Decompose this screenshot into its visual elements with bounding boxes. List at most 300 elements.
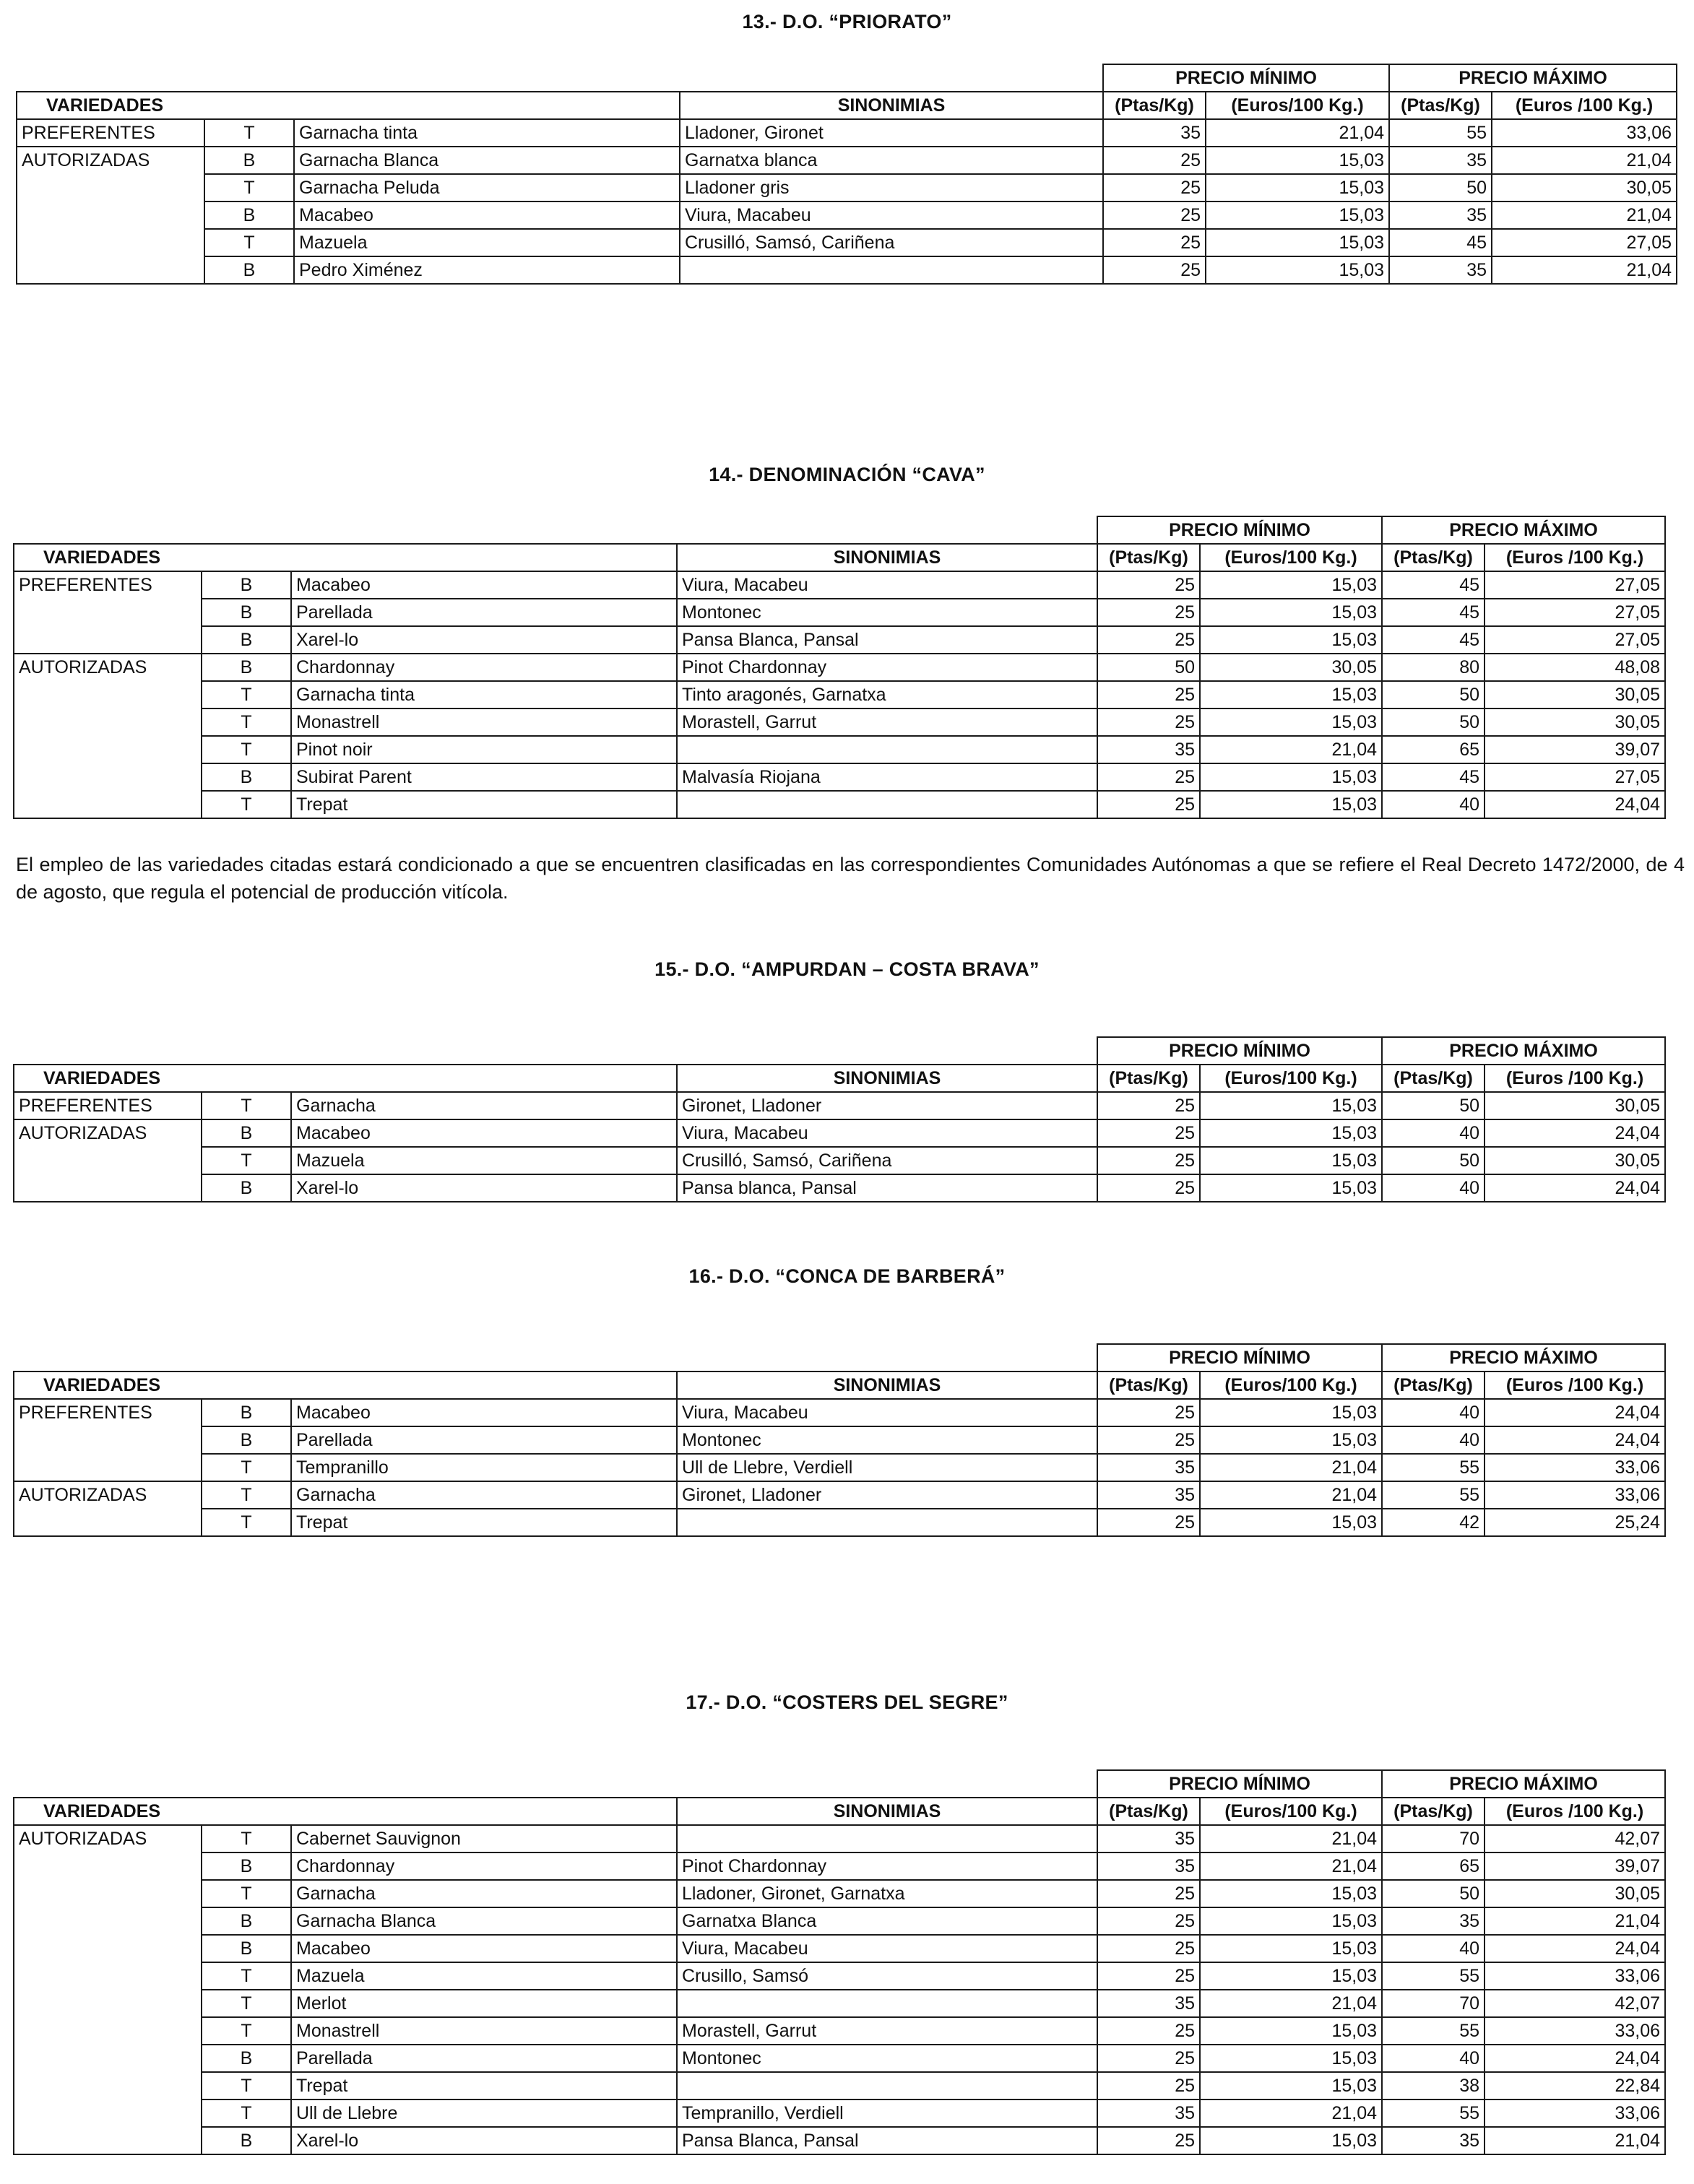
min-euros-cell: 15,03 [1200,2017,1382,2045]
header-row-price-groups [14,1037,1665,1065]
variety-table [13,1343,1666,1537]
max-ptas-cell: 55 [1382,2017,1485,2045]
table-row [14,1481,1665,1509]
min-euros-cell: 15,03 [1200,1509,1382,1536]
table-row [17,147,1677,174]
synonyms-cell: Pansa Blanca, Pansal [677,626,1097,654]
min-ptas-cell: 25 [1097,1092,1200,1119]
header-row-price-groups [17,64,1677,92]
max-euros-cell: 30,05 [1485,708,1665,736]
variety-cell: Garnacha [291,1481,677,1509]
max-ptas-cell: 80 [1382,654,1485,681]
category-cell: AUTORIZADAS [17,147,204,284]
min-euros-cell: 21,04 [1200,2100,1382,2127]
variety-cell: Chardonnay [291,654,677,681]
variety-cell: Macabeo [294,202,680,229]
max-ptas-cell: 35 [1389,147,1492,174]
table-row [14,599,1665,626]
category-cell: PREFERENTES [14,571,202,654]
table-row [14,571,1665,599]
max-euros-cell: 21,04 [1492,256,1677,284]
min-euros-cell: 15,03 [1200,1147,1382,1174]
max-euros-cell: 21,04 [1485,2127,1665,2154]
max-ptas-cell: 42 [1382,1509,1485,1536]
synonyms-cell: Morastell, Garrut [677,708,1097,736]
min-euros-cell: 21,04 [1200,1852,1382,1880]
min-euros-cell: 21,04 [1200,1825,1382,1852]
max-ptas-cell: 55 [1389,119,1492,147]
min-ptas-cell: 25 [1097,1907,1200,1935]
synonyms-cell: Crusilló, Samsó, Cariñena [680,229,1103,256]
header-spacer [14,516,1097,544]
max-ptas-cell: 50 [1382,681,1485,708]
min-euros-cell: 15,03 [1206,202,1389,229]
min-euros-cell: 15,03 [1206,174,1389,202]
header-precio-minimo: PRECIO MÍNIMO [1097,1770,1382,1798]
synonyms-cell: Tempranillo, Verdiell [677,2100,1097,2127]
min-euros-cell: 15,03 [1206,229,1389,256]
max-ptas-cell: 40 [1382,1426,1485,1454]
category-cell: AUTORIZADAS [14,1119,202,1202]
header-precio-maximo: PRECIO MÁXIMO [1382,1037,1665,1065]
color-code-cell: T [202,1454,291,1481]
max-euros-cell: 27,05 [1485,626,1665,654]
table-row [14,1907,1665,1935]
color-code-cell: T [202,791,291,818]
regulation-note: El empleo de las variedades citadas estará condicionado a que se encuentren clasificadas en las correspondientes Comunidades Autónomas a que se refiere el Real Decreto 1472/2000, de 4 de agosto, que regula el potencial de producción vitícola. [16,854,1685,903]
table-row [14,1935,1665,1962]
max-ptas-cell: 40 [1382,791,1485,818]
synonyms-cell [680,256,1103,284]
color-code-cell: B [202,1399,291,1426]
max-ptas-cell: 65 [1382,736,1485,763]
min-ptas-cell: 50 [1097,654,1200,681]
synonyms-cell: Viura, Macabeu [677,571,1097,599]
category-cell: AUTORIZADAS [14,1481,202,1536]
max-ptas-cell: 55 [1382,2100,1485,2127]
max-euros-cell: 42,07 [1485,1825,1665,1852]
min-ptas-cell: 25 [1097,1119,1200,1147]
min-ptas-cell: 25 [1097,708,1200,736]
max-ptas-cell: 45 [1382,571,1485,599]
color-code-cell: T [202,2017,291,2045]
min-euros-cell: 15,03 [1200,1119,1382,1147]
max-ptas-cell: 40 [1382,1119,1485,1147]
min-ptas-cell: 25 [1103,256,1206,284]
max-euros-cell: 33,06 [1485,1481,1665,1509]
header-precio-minimo: PRECIO MÍNIMO [1097,516,1382,544]
max-euros-cell: 27,05 [1485,599,1665,626]
synonyms-cell: Gironet, Lladoner [677,1092,1097,1119]
variety-cell: Garnacha Blanca [294,147,680,174]
min-euros-cell: 15,03 [1200,1092,1382,1119]
synonyms-cell [677,1825,1097,1852]
max-euros-cell: 30,05 [1485,681,1665,708]
section-title: 17.- D.O. “COSTERS DEL SEGRE” [686,1691,1008,1713]
min-ptas-cell: 35 [1097,736,1200,763]
table-row [17,174,1677,202]
variety-cell: Pinot noir [291,736,677,763]
min-euros-cell: 15,03 [1200,626,1382,654]
header-precio-maximo: PRECIO MÁXIMO [1382,1344,1665,1372]
header-row-price-groups [14,516,1665,544]
synonyms-cell [677,791,1097,818]
table-row [14,1399,1665,1426]
variety-cell: Ull de Llebre [291,2100,677,2127]
max-ptas-cell: 50 [1382,1092,1485,1119]
variety-cell: Trepat [291,2072,677,2100]
color-code-cell: B [202,571,291,599]
variety-cell: Garnacha [291,1092,677,1119]
header-sinonimias: SINONIMIAS [680,92,1103,119]
min-euros-cell: 15,03 [1200,1880,1382,1907]
min-euros-cell: 21,04 [1200,1454,1382,1481]
color-code-cell: T [202,1147,291,1174]
min-euros-cell: 15,03 [1200,1174,1382,1202]
min-ptas-cell: 25 [1097,1399,1200,1426]
table-row [14,791,1665,818]
min-ptas-cell: 25 [1097,2072,1200,2100]
variety-cell: Monastrell [291,708,677,736]
synonyms-cell: Gironet, Lladoner [677,1481,1097,1509]
table-row [14,1147,1665,1174]
max-ptas-cell: 50 [1382,708,1485,736]
variety-cell: Mazuela [291,1962,677,1990]
header-variedades: VARIEDADES [14,1065,677,1092]
max-euros-cell: 21,04 [1485,1907,1665,1935]
variety-cell: Cabernet Sauvignon [291,1825,677,1852]
header-row-columns [14,1065,1665,1092]
color-code-cell: T [204,119,294,147]
max-ptas-cell: 65 [1382,1852,1485,1880]
variety-cell: Garnacha [291,1880,677,1907]
header-precio-maximo: PRECIO MÁXIMO [1389,64,1677,92]
max-ptas-cell: 35 [1389,256,1492,284]
header-variedades: VARIEDADES [17,92,680,119]
max-ptas-cell: 45 [1382,626,1485,654]
synonyms-cell: Montonec [677,2045,1097,2072]
synonyms-cell: Viura, Macabeu [677,1935,1097,1962]
color-code-cell: B [202,763,291,791]
color-code-cell: B [202,654,291,681]
max-ptas-cell: 45 [1389,229,1492,256]
header-row-columns [14,544,1665,571]
min-euros-cell: 21,04 [1206,119,1389,147]
color-code-cell: T [202,1880,291,1907]
max-ptas-cell: 55 [1382,1454,1485,1481]
header-spacer [14,1037,1097,1065]
max-ptas-cell: 35 [1382,1907,1485,1935]
synonyms-cell: Montonec [677,1426,1097,1454]
variety-cell: Xarel-lo [291,2127,677,2154]
max-ptas-cell: 40 [1382,1174,1485,1202]
header-max-euros: (Euros /100 Kg.) [1485,1372,1665,1399]
color-code-cell: B [202,1174,291,1202]
color-code-cell: T [202,1990,291,2017]
color-code-cell: T [204,174,294,202]
color-code-cell: T [202,708,291,736]
max-euros-cell: 24,04 [1485,1174,1665,1202]
synonyms-cell: Pansa Blanca, Pansal [677,2127,1097,2154]
header-precio-maximo: PRECIO MÁXIMO [1382,516,1665,544]
section-title: 16.- D.O. “CONCA DE BARBERÁ” [688,1265,1006,1287]
variety-cell: Subirat Parent [291,763,677,791]
max-euros-cell: 33,06 [1485,1454,1665,1481]
min-euros-cell: 15,03 [1200,681,1382,708]
header-min-ptas: (Ptas/Kg) [1103,92,1206,119]
table-row [14,2127,1665,2154]
table-row [14,1426,1665,1454]
variety-cell: Macabeo [291,571,677,599]
table-row [14,2045,1665,2072]
color-code-cell: B [204,147,294,174]
min-ptas-cell: 25 [1097,1426,1200,1454]
min-euros-cell: 15,03 [1206,147,1389,174]
color-code-cell: T [202,681,291,708]
min-ptas-cell: 35 [1097,1825,1200,1852]
variety-cell: Macabeo [291,1119,677,1147]
min-euros-cell: 15,03 [1200,2127,1382,2154]
synonyms-cell: Garnatxa blanca [680,147,1103,174]
min-ptas-cell: 25 [1103,229,1206,256]
min-ptas-cell: 25 [1097,791,1200,818]
max-euros-cell: 27,05 [1485,763,1665,791]
min-ptas-cell: 35 [1103,119,1206,147]
variety-table [16,64,1677,285]
max-ptas-cell: 70 [1382,1825,1485,1852]
min-euros-cell: 30,05 [1200,654,1382,681]
variety-cell: Monastrell [291,2017,677,2045]
color-code-cell: B [202,1852,291,1880]
synonyms-cell: Viura, Macabeu [677,1399,1097,1426]
table-row [17,229,1677,256]
color-code-cell: T [202,1092,291,1119]
variety-cell: Garnacha tinta [291,681,677,708]
max-euros-cell: 21,04 [1492,147,1677,174]
max-ptas-cell: 70 [1382,1990,1485,2017]
max-euros-cell: 33,06 [1485,1962,1665,1990]
synonyms-cell: Tinto aragonés, Garnatxa [677,681,1097,708]
max-ptas-cell: 50 [1382,1147,1485,1174]
variety-cell: Chardonnay [291,1852,677,1880]
header-max-ptas: (Ptas/Kg) [1382,544,1485,571]
variety-cell: Mazuela [294,229,680,256]
synonyms-cell: Montonec [677,599,1097,626]
synonyms-cell: Lladoner, Gironet, Garnatxa [677,1880,1097,1907]
header-max-ptas: (Ptas/Kg) [1382,1372,1485,1399]
category-cell: PREFERENTES [17,119,204,147]
max-ptas-cell: 50 [1389,174,1492,202]
table-row [17,119,1677,147]
header-min-euros: (Euros/100 Kg.) [1200,1372,1382,1399]
header-min-euros: (Euros/100 Kg.) [1200,1798,1382,1825]
color-code-cell: T [202,1825,291,1852]
max-ptas-cell: 55 [1382,1481,1485,1509]
variety-cell: Xarel-lo [291,626,677,654]
color-code-cell: T [204,229,294,256]
color-code-cell: T [202,736,291,763]
header-min-ptas: (Ptas/Kg) [1097,1065,1200,1092]
table-row [14,2100,1665,2127]
min-ptas-cell: 35 [1097,1990,1200,2017]
synonyms-cell: Viura, Macabeu [677,1119,1097,1147]
color-code-cell: T [202,1509,291,1536]
min-euros-cell: 15,03 [1206,256,1389,284]
variety-cell: Trepat [291,791,677,818]
synonyms-cell: Garnatxa Blanca [677,1907,1097,1935]
synonyms-cell: Ull de Llebre, Verdiell [677,1454,1097,1481]
header-sinonimias: SINONIMIAS [677,1065,1097,1092]
max-euros-cell: 25,24 [1485,1509,1665,1536]
max-euros-cell: 24,04 [1485,1935,1665,1962]
header-precio-maximo: PRECIO MÁXIMO [1382,1770,1665,1798]
table-row [14,1454,1665,1481]
min-ptas-cell: 25 [1097,1174,1200,1202]
table-row [14,1990,1665,2017]
min-ptas-cell: 25 [1103,147,1206,174]
variety-cell: Macabeo [291,1399,677,1426]
variety-cell: Macabeo [291,1935,677,1962]
table-row [14,1880,1665,1907]
header-sinonimias: SINONIMIAS [677,544,1097,571]
min-euros-cell: 15,03 [1200,763,1382,791]
header-row-price-groups [14,1770,1665,1798]
max-euros-cell: 30,05 [1485,1092,1665,1119]
max-euros-cell: 33,06 [1485,2100,1665,2127]
table-row [14,2017,1665,2045]
color-code-cell: B [202,2045,291,2072]
min-ptas-cell: 25 [1097,1509,1200,1536]
min-ptas-cell: 25 [1103,202,1206,229]
synonyms-cell: Crusillo, Samsó [677,1962,1097,1990]
synonyms-cell: Viura, Macabeu [680,202,1103,229]
variety-cell: Parellada [291,1426,677,1454]
max-euros-cell: 39,07 [1485,736,1665,763]
min-euros-cell: 15,03 [1200,708,1382,736]
color-code-cell: B [202,1426,291,1454]
variety-cell: Merlot [291,1990,677,2017]
header-spacer [14,1770,1097,1798]
synonyms-cell [677,736,1097,763]
section-title: 15.- D.O. “AMPURDAN – COSTA BRAVA” [654,958,1040,980]
header-row-columns [14,1372,1665,1399]
max-euros-cell: 30,05 [1485,1880,1665,1907]
table-row [14,1509,1665,1536]
category-cell: AUTORIZADAS [14,654,202,818]
min-ptas-cell: 35 [1097,1454,1200,1481]
min-ptas-cell: 25 [1103,174,1206,202]
synonyms-cell: Pansa blanca, Pansal [677,1174,1097,1202]
min-euros-cell: 21,04 [1200,1990,1382,2017]
header-precio-minimo: PRECIO MÍNIMO [1103,64,1389,92]
max-euros-cell: 33,06 [1492,119,1677,147]
color-code-cell: B [202,2127,291,2154]
variety-cell: Pedro Ximénez [294,256,680,284]
header-spacer [17,64,1103,92]
min-euros-cell: 15,03 [1200,1962,1382,1990]
color-code-cell: T [202,1481,291,1509]
max-euros-cell: 24,04 [1485,791,1665,818]
synonyms-cell: Pinot Chardonnay [677,654,1097,681]
color-code-cell: B [202,599,291,626]
max-ptas-cell: 55 [1382,1962,1485,1990]
max-euros-cell: 24,04 [1485,1426,1665,1454]
category-cell: PREFERENTES [14,1399,202,1481]
header-min-ptas: (Ptas/Kg) [1097,544,1200,571]
max-euros-cell: 24,04 [1485,2045,1665,2072]
min-ptas-cell: 25 [1097,2017,1200,2045]
table-row [17,202,1677,229]
section-title: 14.- DENOMINACIÓN “CAVA” [709,464,985,485]
color-code-cell: B [202,1119,291,1147]
header-row-price-groups [14,1344,1665,1372]
min-euros-cell: 15,03 [1200,1935,1382,1962]
header-min-ptas: (Ptas/Kg) [1097,1372,1200,1399]
max-euros-cell: 24,04 [1485,1119,1665,1147]
min-euros-cell: 21,04 [1200,1481,1382,1509]
min-ptas-cell: 25 [1097,763,1200,791]
max-ptas-cell: 40 [1382,1399,1485,1426]
color-code-cell: B [202,626,291,654]
min-euros-cell: 15,03 [1200,1907,1382,1935]
table-row [14,1962,1665,1990]
header-variedades: VARIEDADES [14,1372,677,1399]
header-max-euros: (Euros /100 Kg.) [1485,544,1665,571]
max-ptas-cell: 45 [1382,599,1485,626]
header-min-euros: (Euros/100 Kg.) [1200,544,1382,571]
color-code-cell: T [202,1962,291,1990]
variety-cell: Tempranillo [291,1454,677,1481]
max-euros-cell: 27,05 [1492,229,1677,256]
header-max-ptas: (Ptas/Kg) [1382,1798,1485,1825]
synonyms-cell [677,1990,1097,2017]
table-row [14,654,1665,681]
max-ptas-cell: 50 [1382,1880,1485,1907]
header-min-ptas: (Ptas/Kg) [1097,1798,1200,1825]
variety-cell: Garnacha Blanca [291,1907,677,1935]
min-euros-cell: 15,03 [1200,2072,1382,2100]
min-ptas-cell: 25 [1097,1880,1200,1907]
header-min-euros: (Euros/100 Kg.) [1200,1065,1382,1092]
variety-cell: Garnacha Peluda [294,174,680,202]
variety-cell: Parellada [291,2045,677,2072]
synonyms-cell: Malvasía Riojana [677,763,1097,791]
table-row [14,1119,1665,1147]
min-euros-cell: 15,03 [1200,791,1382,818]
header-max-euros: (Euros /100 Kg.) [1492,92,1677,119]
header-min-euros: (Euros/100 Kg.) [1206,92,1389,119]
min-euros-cell: 15,03 [1200,571,1382,599]
synonyms-cell: Pinot Chardonnay [677,1852,1097,1880]
header-spacer [14,1344,1097,1372]
min-ptas-cell: 35 [1097,2100,1200,2127]
color-code-cell: B [202,1907,291,1935]
table-row [14,736,1665,763]
min-euros-cell: 15,03 [1200,2045,1382,2072]
min-ptas-cell: 25 [1097,571,1200,599]
header-row-columns [14,1798,1665,1825]
max-euros-cell: 48,08 [1485,654,1665,681]
table-row [14,708,1665,736]
min-ptas-cell: 25 [1097,1962,1200,1990]
header-precio-minimo: PRECIO MÍNIMO [1097,1344,1382,1372]
table-row [14,1092,1665,1119]
min-ptas-cell: 25 [1097,1935,1200,1962]
color-code-cell: B [204,256,294,284]
color-code-cell: B [204,202,294,229]
variety-cell: Garnacha tinta [294,119,680,147]
min-ptas-cell: 25 [1097,626,1200,654]
